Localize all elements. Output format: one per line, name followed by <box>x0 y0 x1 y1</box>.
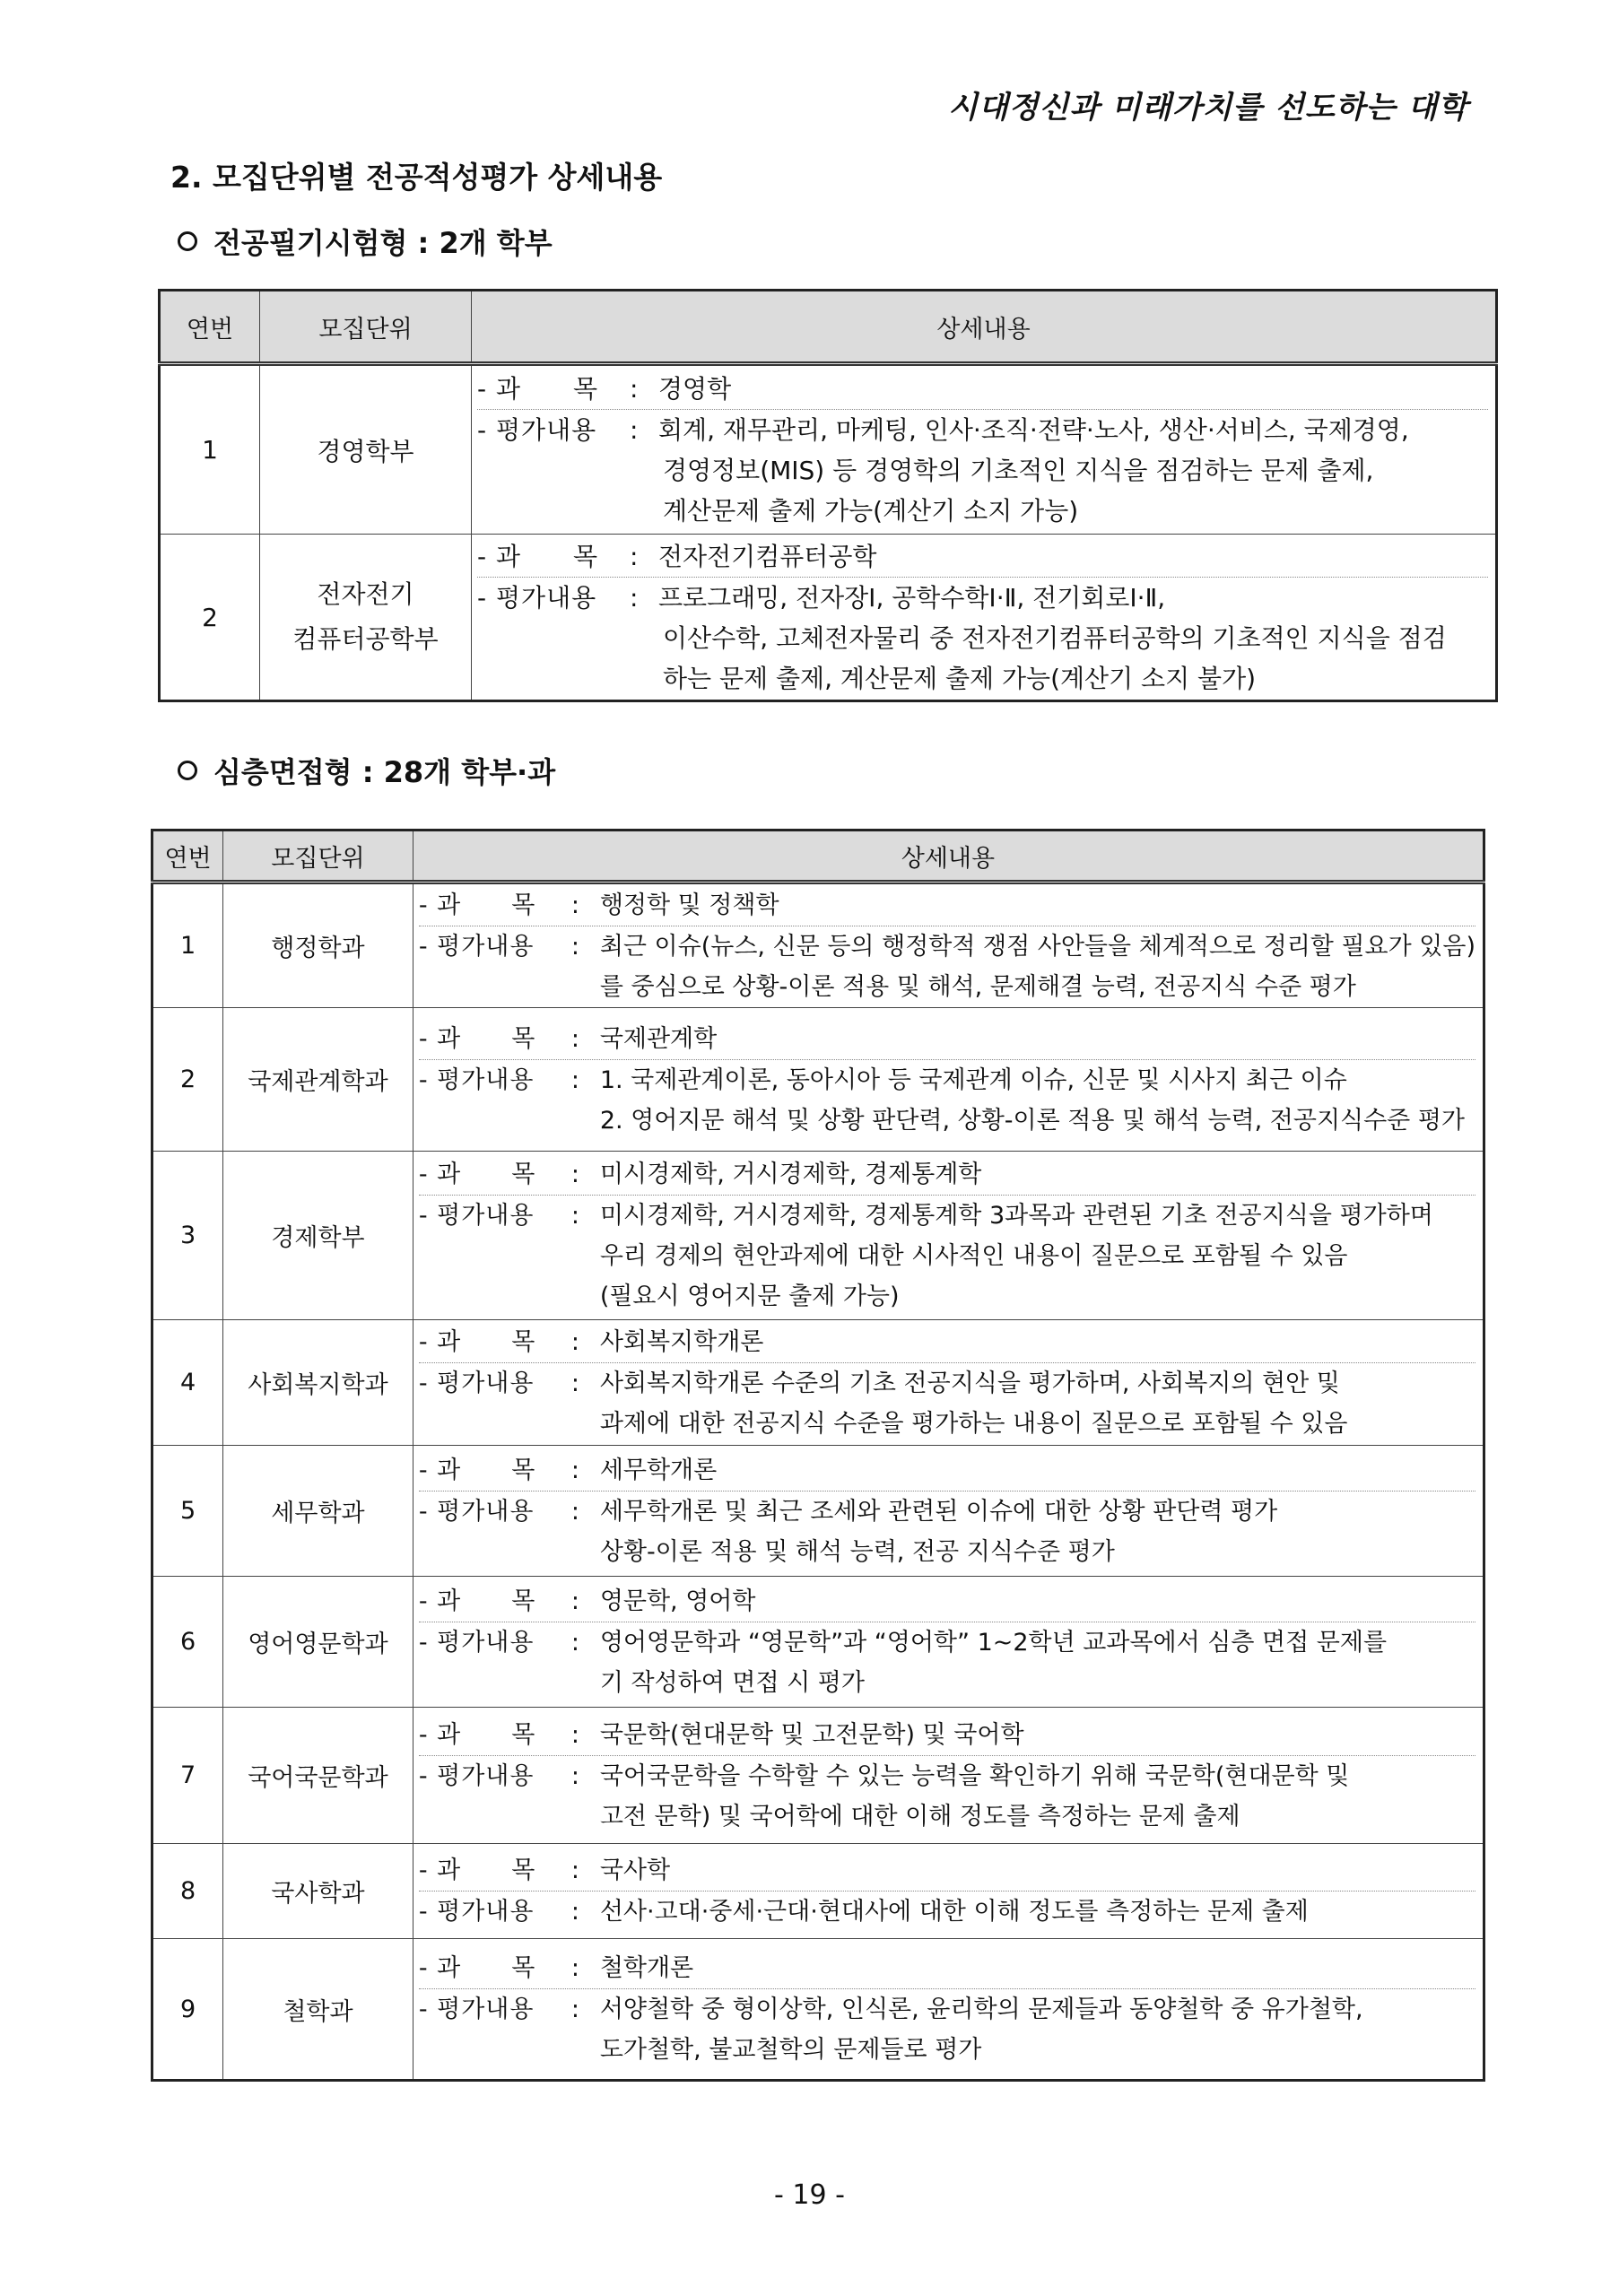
row-number: 2 <box>160 535 260 701</box>
row-number: 7 <box>152 1708 223 1844</box>
eval-line: 2. 영어지문 해석 및 상황 판단력, 상황-이론 적용 및 해석 능력, 전공지식수준 평가 <box>599 1106 1466 1135</box>
row-number: 6 <box>152 1577 223 1708</box>
eval-line: 도가철학, 불교철학의 문제들로 평가 <box>599 2036 982 2064</box>
detail-cell: - 과 목 : 철학개론 - 평가내용 : 서양철학 중 형이상학, 인식론, 윤리학의 문제들과 동양철학 중 유가철학, 도가철학, 불교철학의 문제들로 평가 <box>413 1939 1484 2081</box>
eval-line: 기 작성하여 면접 시 평가 <box>599 1668 865 1697</box>
detail-cell: - 과 목 : 경영학 - 평가내용 : 회계, 재무관리, 마케팅, 인사·조직·전략·노사, 생산·서비스, 국제경영, 경영정보(MIS) 등 경영학의 기초적인 지식을 점검하는 문제 출제, 계산문제 출제 가능(계산기 소지 가능) <box>472 364 1497 535</box>
eval-label: - 평가내용 <box>418 1761 535 1790</box>
column-header-unit: 모집단위 <box>260 291 472 364</box>
row-number: 5 <box>152 1446 223 1577</box>
subject-text: 사회복지학개론 <box>599 1327 764 1356</box>
interview-table <box>151 829 1485 2082</box>
eval-line: 회계, 재무관리, 마케팅, 인사·조직·전략·노사, 생산·서비스, 국제경영, <box>658 415 1409 445</box>
table-row <box>152 883 1484 1008</box>
subject-text: 미시경제학, 거시경제학, 경제통계학 <box>599 1161 982 1188</box>
unit-name: 행정학과 <box>223 883 413 1008</box>
detail-cell: - 과 목 : 행정학 및 정책학 - 평가내용 : 최근 이슈(뉴스, 신문 등의 행정학적 쟁점 사안들을 체계적으로 정리할 필요가 있음) 를 중심으로 상황-이론 적용 및 해석, 문제해결 능력, 전공지식 수준 평가 <box>413 883 1484 1008</box>
table-row <box>152 1008 1484 1152</box>
table-row <box>160 364 1497 535</box>
subject-text: 경영학 <box>658 374 732 404</box>
subject-text: 영문학, 영어학 <box>599 1587 756 1615</box>
eval-line: 계산문제 출제 가능(계산기 소지 가능) <box>663 496 1079 526</box>
circle-bullet-icon <box>178 231 197 251</box>
column-header-no: 연번 <box>160 291 260 364</box>
detail-cell: - 과 목 : 사회복지학개론 - 평가내용 : 사회복지학개론 수준의 기초 전공지식을 평가하며, 사회복지의 현안 및 과제에 대한 전공지식 수준을 평가하는 내용이 질문으로 포함될 수 있음 <box>413 1320 1484 1446</box>
unit-name: 경영학부 <box>260 364 472 535</box>
interview-title: 심층면접형 : 28개 학부·과 <box>213 755 556 789</box>
subject-label: - 과 목 <box>477 541 599 571</box>
table-row <box>152 1446 1484 1577</box>
written-exam-table <box>158 289 1498 702</box>
unit-name: 국어국문학과 <box>223 1708 413 1844</box>
unit-name: 사회복지학과 <box>223 1320 413 1446</box>
detail-cell: - 과 목 : 세무학개론 - 평가내용 : 세무학개론 및 최근 조세와 관련된 이슈에 대한 상황 판단력 평가 상황-이론 적용 및 해석 능력, 전공 지식수준 평가 <box>413 1446 1484 1577</box>
eval-line: 경영정보(MIS) 등 경영학의 기초적인 지식을 점검하는 문제 출제, <box>663 456 1374 485</box>
unit-name: 철학과 <box>223 1939 413 2081</box>
detail-cell: - 과 목 : 국제관계학 - 평가내용 : 1. 국제관계이론, 동아시아 등 국제관계 이슈, 신문 및 시사지 최근 이슈 2. 영어지문 해석 및 상황 판단력, 상황-이론 적용 및 해석 능력, 전공지식수준 평가 <box>413 1008 1484 1152</box>
eval-label: - 평가내용 <box>418 1497 535 1526</box>
table-row <box>152 1152 1484 1320</box>
subject-text: 국사학 <box>599 1857 671 1884</box>
unit-name: 경제학부 <box>223 1152 413 1320</box>
eval-line: 우리 경제의 현안과제에 대한 시사적인 내용이 질문으로 포함될 수 있음 <box>599 1242 1348 1270</box>
eval-line: 이산수학, 고체전자물리 중 전자전기컴퓨터공학의 기초적인 지식을 점검 <box>663 622 1447 653</box>
eval-line: 선사·고대·중세·근대·현대사에 대한 이해 정도를 측정하는 문제 출제 <box>599 1898 1309 1926</box>
subject-label: - 과 목 <box>418 1587 536 1615</box>
column-header-detail: 상세내용 <box>413 831 1484 883</box>
written-exam-heading <box>172 221 553 262</box>
unit-name: 국사학과 <box>223 1844 413 1939</box>
subject-label: - 과 목 <box>418 1720 536 1749</box>
eval-line: 상황-이론 적용 및 해석 능력, 전공 지식수준 평가 <box>599 1537 1115 1566</box>
eval-label: - 평가내용 <box>418 1065 535 1094</box>
table-row <box>152 1708 1484 1844</box>
subject-label: - 과 목 <box>418 1456 536 1484</box>
eval-line: 프로그래밍, 전자장Ⅰ, 공학수학Ⅰ·Ⅱ, 전기회로Ⅰ·Ⅱ, <box>658 582 1166 613</box>
eval-label: - 평가내용 <box>418 1996 535 2023</box>
table-row <box>152 1577 1484 1708</box>
subject-label: - 과 목 <box>418 1161 536 1188</box>
unit-name: 국제관계학과 <box>223 1008 413 1152</box>
interview-heading <box>172 750 555 791</box>
eval-line: 서양철학 중 형이상학, 인식론, 윤리학의 문제들과 동양철학 중 유가철학, <box>599 1996 1363 2023</box>
subject-text: 전자전기컴퓨터공학 <box>658 541 877 571</box>
row-number: 9 <box>152 1939 223 2081</box>
eval-label: - 평가내용 <box>477 415 597 445</box>
table-row <box>160 535 1497 701</box>
subject-label: - 과 목 <box>418 1954 536 1982</box>
unit-name: 세무학과 <box>223 1446 413 1577</box>
table-row <box>152 1320 1484 1446</box>
eval-line: 사회복지학개론 수준의 기초 전공지식을 평가하며, 사회복지의 현안 및 <box>599 1369 1340 1397</box>
page-number: - 19 - <box>774 2179 845 2211</box>
table-row <box>152 1939 1484 2081</box>
detail-cell: - 과 목 : 영문학, 영어학 - 평가내용 : 영어영문학과 “영문학”과 “영어학” 1~2학년 교과목에서 심층 면접 문제를 기 작성하여 면접 시 평가 <box>413 1577 1484 1708</box>
eval-line: 세무학개론 및 최근 조세와 관련된 이슈에 대한 상황 판단력 평가 <box>599 1497 1278 1526</box>
column-header-no: 연번 <box>152 831 223 883</box>
subject-text: 국제관계학 <box>599 1024 718 1053</box>
table-row <box>152 1844 1484 1939</box>
eval-line: (필요시 영어지문 출제 가능) <box>599 1283 900 1310</box>
detail-cell: - 과 목 : 국문학(현대문학 및 고전문학) 및 국어학 - 평가내용 : 국어국문학을 수학할 수 있는 능력을 확인하기 위해 국문학(현대문학 및 고전 문학) 및 국어학에 대한 이해 정도를 측정하는 문제 출제 <box>413 1708 1484 1844</box>
subject-text: 행정학 및 정책학 <box>599 891 779 919</box>
eval-label: - 평가내용 <box>477 582 597 613</box>
column-header-unit: 모집단위 <box>223 831 413 883</box>
eval-line: 최근 이슈(뉴스, 신문 등의 행정학적 쟁점 사안들을 체계적으로 정리할 필요가 있음) <box>599 932 1475 961</box>
row-number: 4 <box>152 1320 223 1446</box>
circle-bullet-icon <box>178 761 197 780</box>
row-number: 2 <box>152 1008 223 1152</box>
eval-label: - 평가내용 <box>418 1369 535 1397</box>
subject-label: - 과 목 <box>418 1327 536 1356</box>
eval-line: 영어영문학과 “영문학”과 “영어학” 1~2학년 교과목에서 심층 면접 문제를 <box>599 1628 1388 1657</box>
eval-line: 하는 문제 출제, 계산문제 출제 가능(계산기 소지 불가) <box>663 663 1257 693</box>
unit-name-line: 전자전기 <box>317 579 414 609</box>
subject-label: - 과 목 <box>477 374 599 404</box>
eval-label: - 평가내용 <box>418 1202 535 1230</box>
eval-line: 를 중심으로 상황-이론 적용 및 해석, 문제해결 능력, 전공지식 수준 평가 <box>599 972 1356 1001</box>
eval-line: 미시경제학, 거시경제학, 경제통계학 3과목과 관련된 기초 전공지식을 평가하며 <box>599 1202 1433 1230</box>
row-number: 1 <box>152 883 223 1008</box>
unit-name: 영어영문학과 <box>223 1577 413 1708</box>
subject-label: - 과 목 <box>418 1024 536 1053</box>
subject-text: 국문학(현대문학 및 고전문학) 및 국어학 <box>599 1720 1024 1749</box>
eval-label: - 평가내용 <box>418 932 535 961</box>
eval-label: - 평가내용 <box>418 1628 535 1657</box>
subject-label: - 과 목 <box>418 1857 536 1884</box>
unit-name <box>260 535 472 701</box>
written-exam-title: 전공필기시험형 : 2개 학부 <box>213 226 553 260</box>
column-header-detail: 상세내용 <box>472 291 1497 364</box>
eval-line: 1. 국제관계이론, 동아시아 등 국제관계 이슈, 신문 및 시사지 최근 이슈 <box>599 1065 1347 1094</box>
row-number: 8 <box>152 1844 223 1939</box>
unit-name-line: 컴퓨터공학부 <box>292 624 439 654</box>
subject-label: - 과 목 <box>418 891 536 919</box>
subject-text: 세무학개론 <box>599 1456 718 1484</box>
row-number: 3 <box>152 1152 223 1320</box>
eval-line: 과제에 대한 전공지식 수준을 평가하는 내용이 질문으로 포함될 수 있음 <box>599 1409 1348 1438</box>
section-title: 2. 모집단위별 전공적성평가 상세내용 <box>170 160 663 195</box>
eval-label: - 평가내용 <box>418 1898 535 1926</box>
detail-cell: - 과 목 : 전자전기컴퓨터공학 - 평가내용 : 프로그래밍, 전자장Ⅰ, 공학수학Ⅰ·Ⅱ, 전기회로Ⅰ·Ⅱ, 이산수학, 고체전자물리 중 전자전기컴퓨터공학의 기초적인 지식을 점검 하는 문제 출제, 계산문제 출제 가능(계산기 소지 불가) <box>472 535 1497 701</box>
row-number: 1 <box>160 364 260 535</box>
eval-line: 국어국문학을 수학할 수 있는 능력을 확인하기 위해 국문학(현대문학 및 <box>599 1761 1350 1790</box>
subject-text: 철학개론 <box>599 1954 694 1982</box>
detail-cell: - 과 목 : 국사학 - 평가내용 : 선사·고대·중세·근대·현대사에 대한 이해 정도를 측정하는 문제 출제 <box>413 1844 1484 1939</box>
detail-cell: - 과 목 : 미시경제학, 거시경제학, 경제통계학 - 평가내용 : 미시경제학, 거시경제학, 경제통계학 3과목과 관련된 기초 전공지식을 평가하며 우리 경제의 현안과제에 대한 시사적인 내용이 질문으로 포함될 수 있음 (필요시 영어지문 출제 가능) <box>413 1152 1484 1320</box>
eval-line: 고전 문학) 및 국어학에 대한 이해 정도를 측정하는 문제 출제 <box>599 1802 1240 1831</box>
header-slogan: 시대정신과 미래가치를 선도하는 대학 <box>947 90 1468 126</box>
